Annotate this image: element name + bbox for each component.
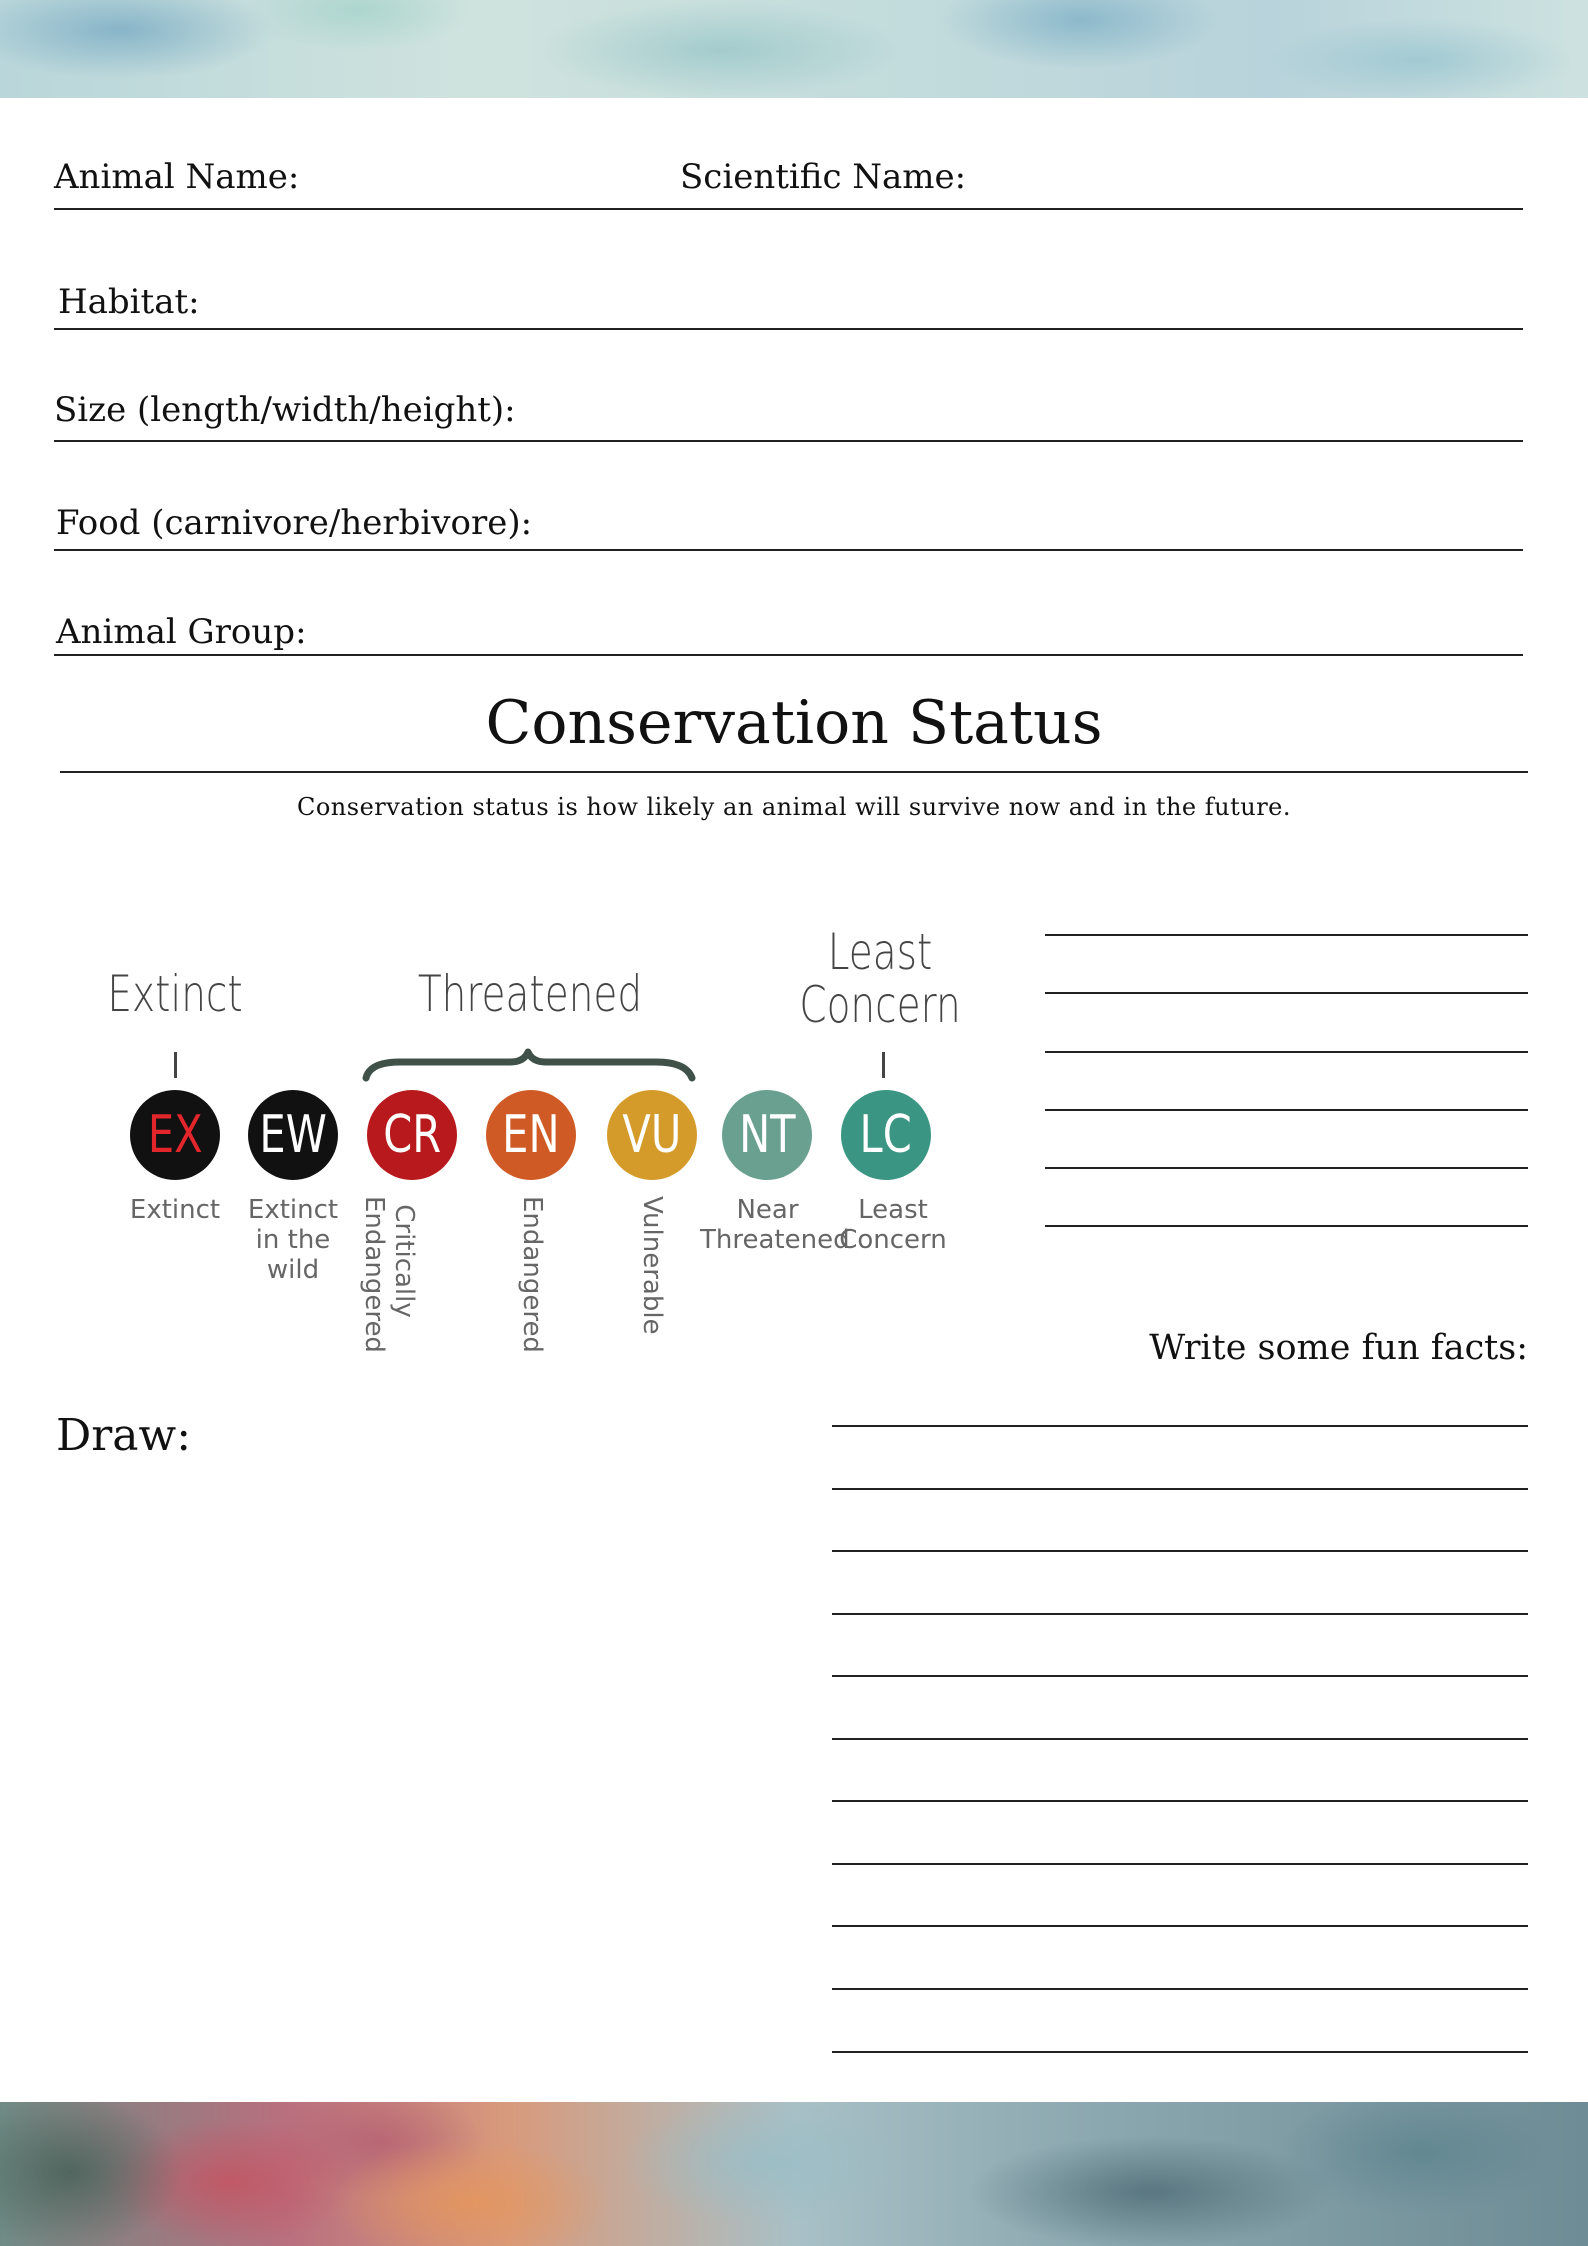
fun-facts-line[interactable] (832, 1800, 1528, 1802)
fun-facts-line[interactable] (832, 1550, 1528, 1552)
status-code-cr: CR (383, 1105, 441, 1165)
threatened-brace-icon (360, 1048, 700, 1082)
fun-facts-line[interactable] (832, 1613, 1528, 1615)
status-writing-line[interactable] (1045, 934, 1528, 936)
fun-facts-label: Write some fun facts: (1149, 1328, 1528, 1368)
status-writing-line[interactable] (1045, 1167, 1528, 1169)
status-circle-ex (130, 1090, 220, 1180)
conservation-status-title: Conservation Status (485, 688, 1103, 758)
status-writing-line[interactable] (1045, 1109, 1528, 1111)
status-caption-lc: Least Concern (839, 1195, 947, 1255)
status-caption-ew: Extinct in the wild (247, 1195, 339, 1285)
animal-group-line[interactable] (54, 654, 1523, 656)
status-writing-line[interactable] (1045, 1225, 1528, 1227)
status-code-ex: EX (147, 1105, 203, 1165)
watercolor-footer-band (0, 2102, 1588, 2246)
title-underline (60, 771, 1528, 773)
animal-name-label: Animal Name: (54, 157, 300, 197)
food-line[interactable] (54, 549, 1523, 551)
status-circle-lc (841, 1090, 931, 1180)
status-caption-cr: Critically Endangered (359, 1196, 419, 1353)
animal-group-label: Animal Group: (56, 612, 307, 652)
watercolor-header-band (0, 0, 1588, 98)
status-code-nt: NT (738, 1105, 796, 1165)
status-writing-line[interactable] (1045, 1051, 1528, 1053)
group-label-threatened: Threatened (417, 965, 643, 1023)
status-circle-cr (367, 1090, 457, 1180)
fun-facts-line[interactable] (832, 1863, 1528, 1865)
status-circle-vu (607, 1090, 697, 1180)
fun-facts-line[interactable] (832, 1738, 1528, 1740)
scientific-name-label: Scientific Name: (680, 157, 967, 197)
fun-facts-line[interactable] (832, 1425, 1528, 1427)
status-code-en: EN (502, 1105, 560, 1165)
status-circle-nt (722, 1090, 812, 1180)
status-caption-en: Endangered (517, 1196, 547, 1353)
status-caption-ex: Extinct (129, 1195, 221, 1225)
food-label: Food (carnivore/herbivore): (56, 503, 533, 543)
fun-facts-line[interactable] (832, 2051, 1528, 2053)
size-line[interactable] (54, 440, 1523, 442)
status-circle-en (486, 1090, 576, 1180)
fun-facts-line[interactable] (832, 1675, 1528, 1677)
fun-facts-line[interactable] (832, 1488, 1528, 1490)
status-caption-nt: Near Threatened (700, 1195, 850, 1255)
status-writing-line[interactable] (1045, 992, 1528, 994)
status-code-lc: LC (859, 1105, 913, 1165)
size-label: Size (length/width/height): (54, 390, 516, 430)
drawing-area[interactable] (54, 1480, 794, 2080)
status-code-ew: EW (259, 1105, 327, 1165)
fun-facts-line[interactable] (832, 1925, 1528, 1927)
status-code-vu: VU (622, 1105, 682, 1165)
habitat-label: Habitat: (58, 282, 200, 322)
fun-facts-line[interactable] (832, 1988, 1528, 1990)
habitat-line[interactable] (54, 328, 1523, 330)
least-concern-tick (882, 1052, 885, 1078)
name-fields-line[interactable] (54, 208, 1523, 210)
status-caption-vu: Vulnerable (637, 1196, 667, 1335)
conservation-status-description: Conservation status is how likely an animal will survive now and in the future. (296, 793, 1291, 821)
group-label-extinct: Extinct (107, 965, 243, 1023)
status-circle-ew (248, 1090, 338, 1180)
draw-label: Draw: (56, 1410, 192, 1461)
extinct-tick (174, 1052, 177, 1078)
group-label-least-concern: Least Concern (799, 923, 961, 1034)
